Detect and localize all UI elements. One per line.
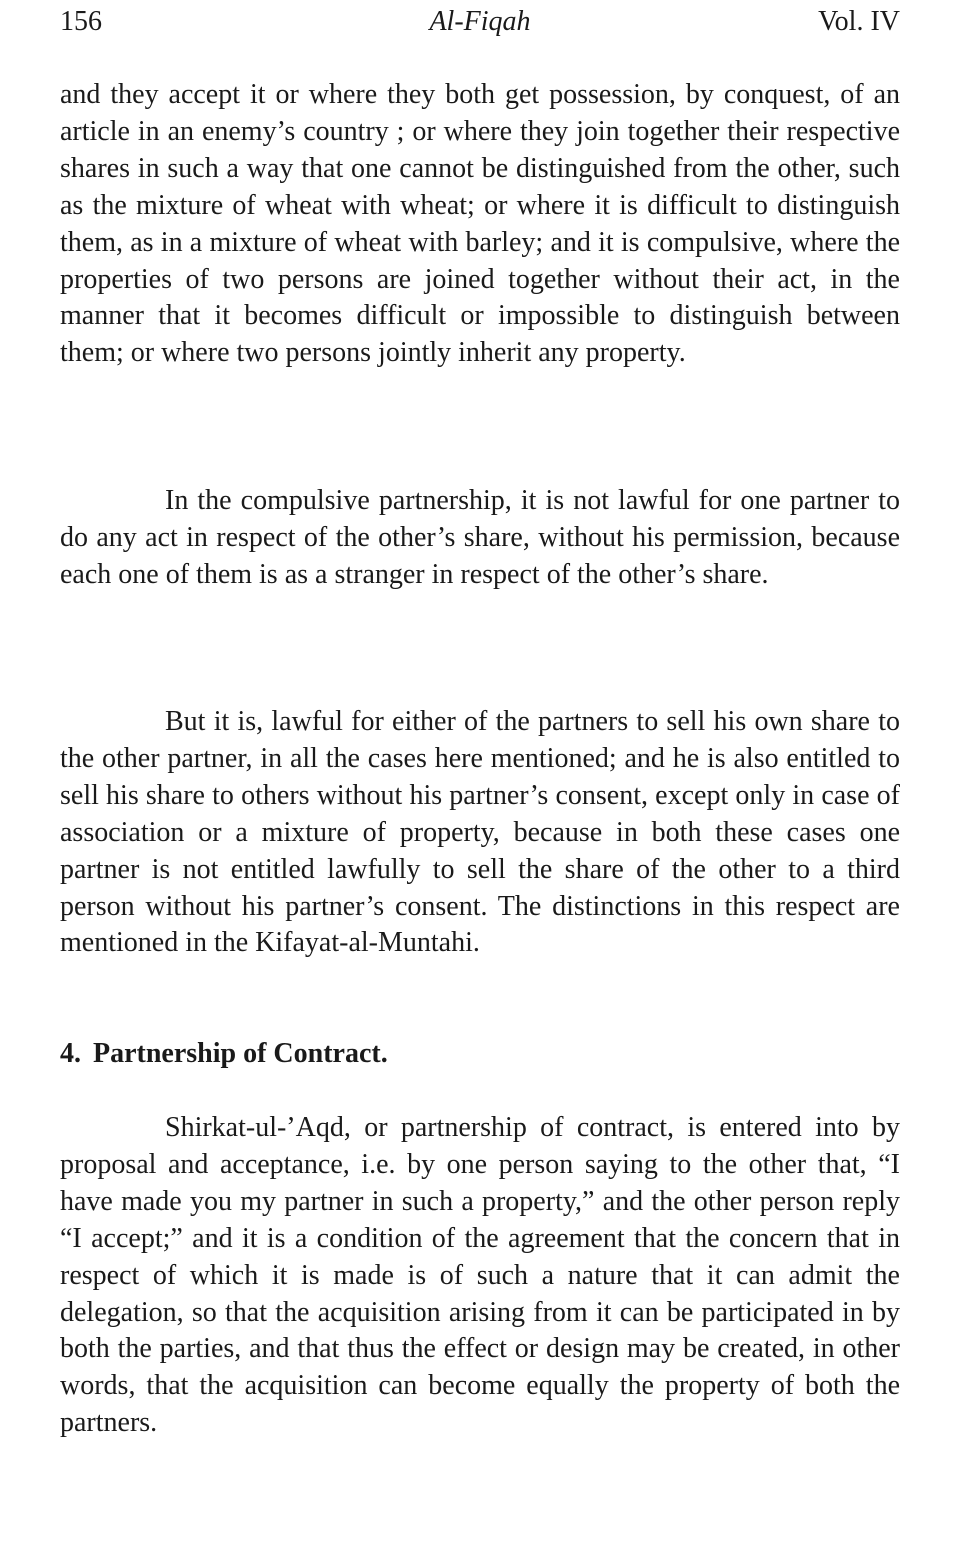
page-number: 156 — [60, 6, 102, 37]
section-title: Partnership of Contract. — [93, 1038, 388, 1069]
running-header — [60, 4, 900, 40]
book-page — [60, 0, 900, 1550]
paragraph-compulsive-partnership: In the compulsive partnership, it is not lawful for one partner to do any act in respect of the other’s share, without his permission, because each one of them is as a stranger in respect of the other’s share. — [60, 485, 900, 590]
paragraph-partnership-of-contract: Shirkat-ul-’Aqd, or partnership of contract, is entered into by proposal and acceptance, i.e. by one person saying to the other that, “I have made you my partner in such a property,” and the other person reply “I accept;” and it is a condition of the agreement that the concern that in respect of which it is made is of such a nature that it can admit the delegation, so that the acquisition arising from it can be participated in by both the parties, and that thus the effect or design may be created, in other words, that the acquisition can become equally the property of both the partners. — [60, 1112, 900, 1439]
section-heading — [60, 1036, 900, 1072]
volume-label: Vol. IV — [818, 6, 900, 37]
paragraph-sale-of-share: But it is, lawful for either of the partners to sell his own share to the other partner, in all the cases here mentioned; and he is also entitled to sell his share to others without his partner’s consent, except only in case of association or a mixture of property, because in both these cases one partner is not entitled lawfully to sell the share of the other to a third person without his partner’s consent. The distinctions in this respect are mentioned in the Kifayat-al-Muntahi. — [60, 706, 900, 959]
paragraph-continued: and they accept it or where they both get possession, by conquest, of an article in an enemy’s country ; or where they join together their respective shares in such a way that one cannot be distinguished from the other, such as the mixture of wheat with wheat; or where it is difficult to distinguish them, as in a mixture of wheat with barley; and it is compulsive, where the properties of two persons are joined together without their act, in the manner that it becomes difficult or impossible to distinguish between them; or where two persons jointly inherit any property. — [60, 79, 900, 369]
book-title: Al-Fiqah — [429, 6, 531, 37]
section-number: 4. — [60, 1038, 81, 1069]
